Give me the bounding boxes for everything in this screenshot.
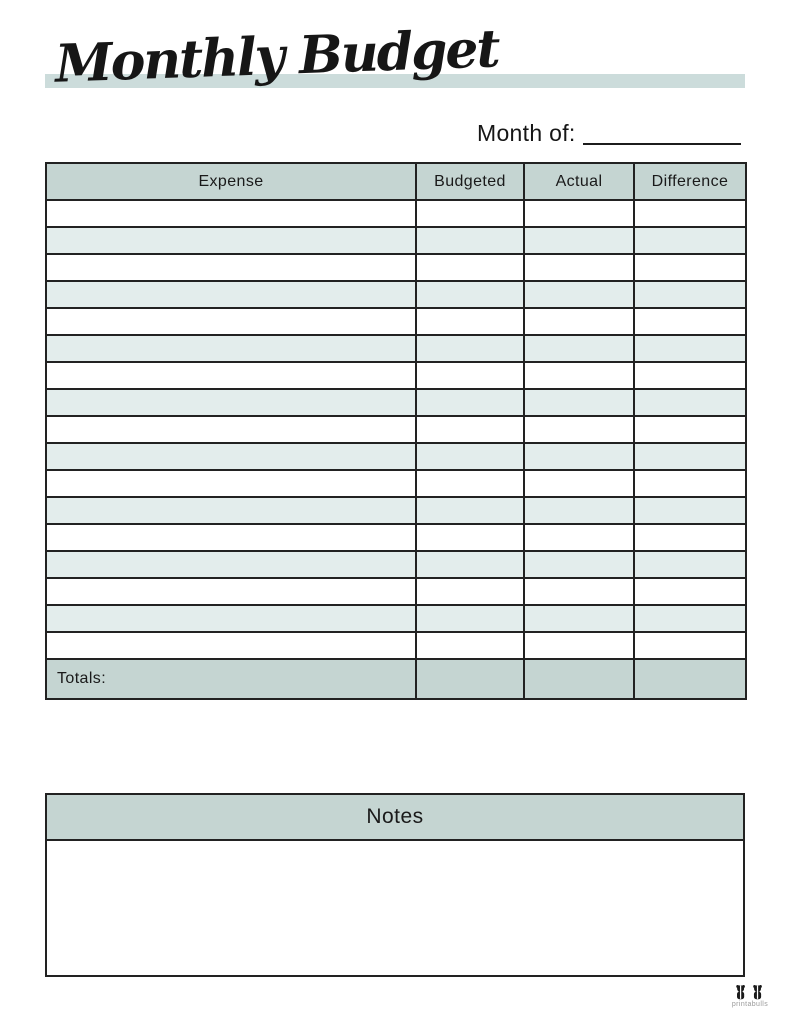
budgeted-cell[interactable] [416,335,524,362]
actual-cell[interactable] [524,200,634,227]
table-row [46,497,746,524]
budgeted-cell[interactable] [416,470,524,497]
table-body [46,200,746,659]
table-row [46,443,746,470]
actual-cell[interactable] [524,227,634,254]
difference-cell[interactable] [634,578,746,605]
difference-cell[interactable] [634,524,746,551]
expense-cell[interactable] [46,632,416,659]
budgeted-cell[interactable] [416,632,524,659]
difference-cell[interactable] [634,200,746,227]
totals-row [46,659,746,699]
brand-name: printabulls [731,1001,769,1008]
budget-table [45,162,747,700]
budgeted-cell[interactable] [416,416,524,443]
difference-cell[interactable] [634,632,746,659]
expense-cell[interactable] [46,605,416,632]
column-header-budgeted: Budgeted [416,163,524,200]
actual-cell[interactable] [524,470,634,497]
expense-cell[interactable] [46,551,416,578]
expense-cell[interactable] [46,578,416,605]
month-of-row [477,120,741,147]
table-row [46,470,746,497]
column-header-difference: Difference [634,163,746,200]
actual-cell[interactable] [524,254,634,281]
table-row [46,605,746,632]
totals-budgeted-cell[interactable] [416,659,524,699]
budgeted-cell[interactable] [416,281,524,308]
actual-cell[interactable] [524,524,634,551]
table-row [46,524,746,551]
difference-cell[interactable] [634,362,746,389]
expense-cell[interactable] [46,497,416,524]
expense-cell[interactable] [46,416,416,443]
difference-cell[interactable] [634,308,746,335]
totals-difference-cell[interactable] [634,659,746,699]
table-row [46,389,746,416]
expense-cell[interactable] [46,308,416,335]
expense-cell[interactable] [46,335,416,362]
table-row [46,254,746,281]
budgeted-cell[interactable] [416,254,524,281]
notes-header [47,795,743,841]
expense-cell[interactable] [46,281,416,308]
expense-cell[interactable] [46,200,416,227]
difference-cell[interactable] [634,497,746,524]
notes-section [45,793,745,977]
table-row [46,200,746,227]
expense-cell[interactable] [46,524,416,551]
month-of-label: Month of: [477,120,576,146]
budgeted-cell[interactable] [416,524,524,551]
difference-cell[interactable] [634,605,746,632]
table-row [46,227,746,254]
notes-title: Notes [366,805,424,828]
actual-cell[interactable] [524,443,634,470]
table-row [46,551,746,578]
difference-cell[interactable] [634,443,746,470]
table-row [46,632,746,659]
expense-cell[interactable] [46,362,416,389]
actual-cell[interactable] [524,551,634,578]
difference-cell[interactable] [634,281,746,308]
difference-cell[interactable] [634,227,746,254]
budgeted-cell[interactable] [416,578,524,605]
actual-cell[interactable] [524,416,634,443]
difference-cell[interactable] [634,551,746,578]
difference-cell[interactable] [634,389,746,416]
actual-cell[interactable] [524,632,634,659]
table-header-row [46,163,746,200]
table-row [46,578,746,605]
actual-cell[interactable] [524,578,634,605]
printabulls-bulls-icon [733,984,767,1000]
table-row [46,362,746,389]
expense-cell[interactable] [46,254,416,281]
expense-cell[interactable] [46,389,416,416]
actual-cell[interactable] [524,362,634,389]
column-header-expense: Expense [46,163,416,200]
budgeted-cell[interactable] [416,227,524,254]
budgeted-cell[interactable] [416,200,524,227]
budgeted-cell[interactable] [416,443,524,470]
table-row [46,308,746,335]
difference-cell[interactable] [634,335,746,362]
brand-footer [724,984,776,1008]
table-row [46,416,746,443]
actual-cell[interactable] [524,605,634,632]
difference-cell[interactable] [634,470,746,497]
budgeted-cell[interactable] [416,362,524,389]
expense-cell[interactable] [46,443,416,470]
table-row [46,335,746,362]
totals-actual-cell[interactable] [524,659,634,699]
page-title: Monthly Budget [54,18,500,95]
column-header-actual: Actual [524,163,634,200]
difference-cell[interactable] [634,416,746,443]
expense-cell[interactable] [46,227,416,254]
actual-cell[interactable] [524,281,634,308]
expense-cell[interactable] [46,470,416,497]
notes-fill-area[interactable] [47,841,743,975]
budgeted-cell[interactable] [416,551,524,578]
month-of-fill-line[interactable] [583,142,741,145]
actual-cell[interactable] [524,389,634,416]
actual-cell[interactable] [524,308,634,335]
budgeted-cell[interactable] [416,497,524,524]
actual-cell[interactable] [524,335,634,362]
difference-cell[interactable] [634,254,746,281]
actual-cell[interactable] [524,497,634,524]
table-row [46,281,746,308]
budgeted-cell[interactable] [416,389,524,416]
budgeted-cell[interactable] [416,605,524,632]
budgeted-cell[interactable] [416,308,524,335]
totals-label: Totals: [46,659,416,699]
